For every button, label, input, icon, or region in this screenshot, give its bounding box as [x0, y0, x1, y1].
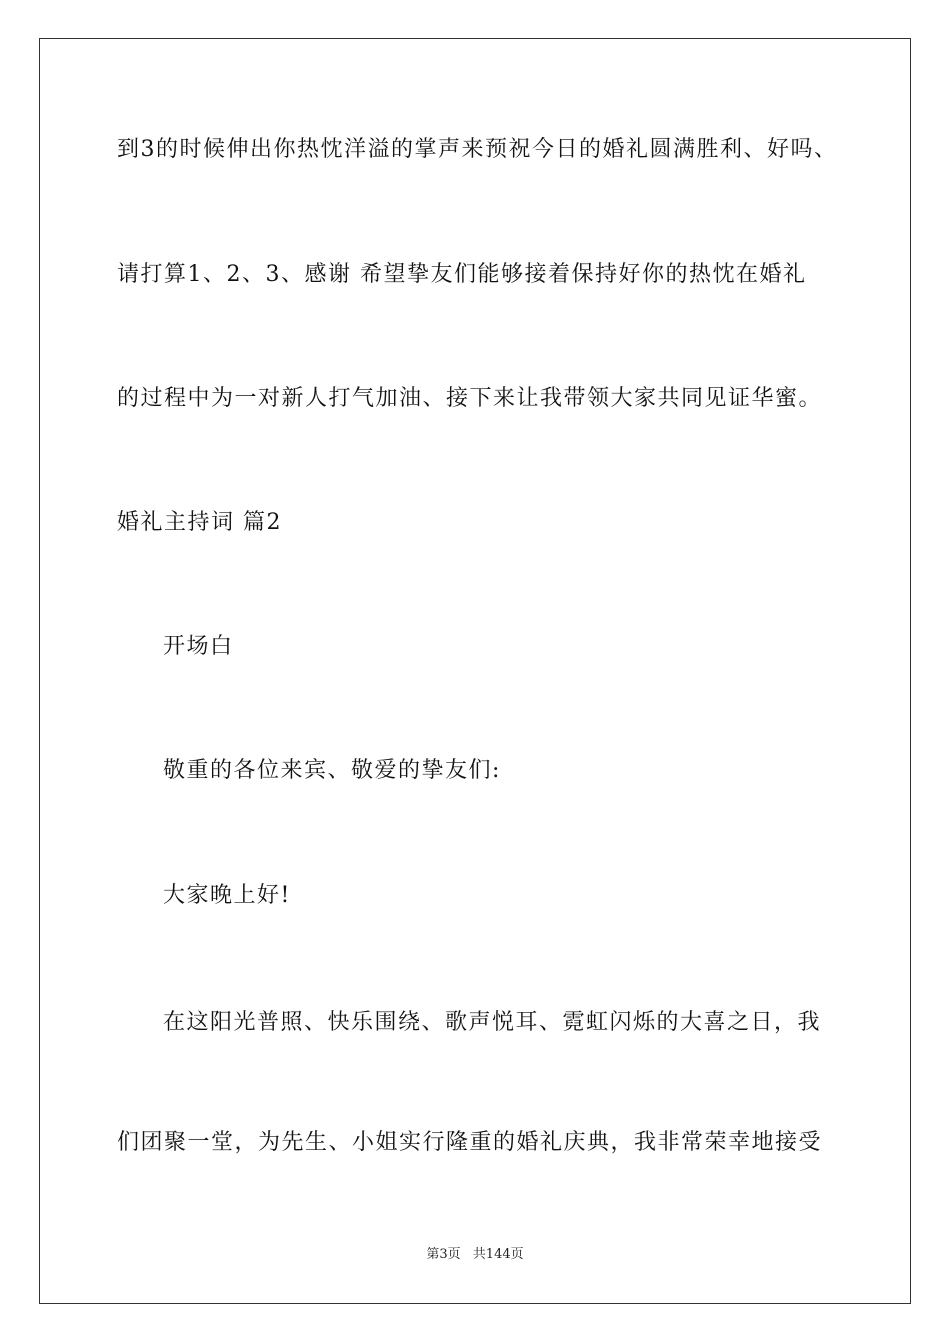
paragraph-line: 的过程中为一对新人打气加油、接下来让我带领大家共同见证华蜜。 — [117, 386, 823, 411]
paragraph-line: 请打算1、2、3、感谢 希望挚友们能够接着保持好你的热忱在婚礼 — [117, 262, 807, 287]
paragraph-line: 在这阳光普照、快乐围绕、歌声悦耳、霓虹闪烁的大喜之日，我 — [163, 1010, 822, 1035]
page-number: 第3页 — [426, 1247, 461, 1262]
paragraph-line: 们团聚一堂，为先生、小姐实行隆重的婚礼庆典，我非常荣幸地接受 — [117, 1130, 823, 1155]
page-frame — [39, 38, 911, 1304]
salutation: 敬重的各位来宾、敬爱的挚友们: — [163, 758, 501, 783]
page-footer — [0, 1246, 950, 1264]
subheading: 开场白 — [163, 634, 234, 659]
section-heading: 婚礼主持词 篇2 — [117, 510, 282, 535]
page-total: 共144页 — [472, 1247, 524, 1262]
greeting: 大家晚上好! — [163, 883, 291, 908]
paragraph-line: 到3的时候伸出你热忱洋溢的掌声来预祝今日的婚礼圆满胜利、好吗、 — [117, 137, 838, 162]
